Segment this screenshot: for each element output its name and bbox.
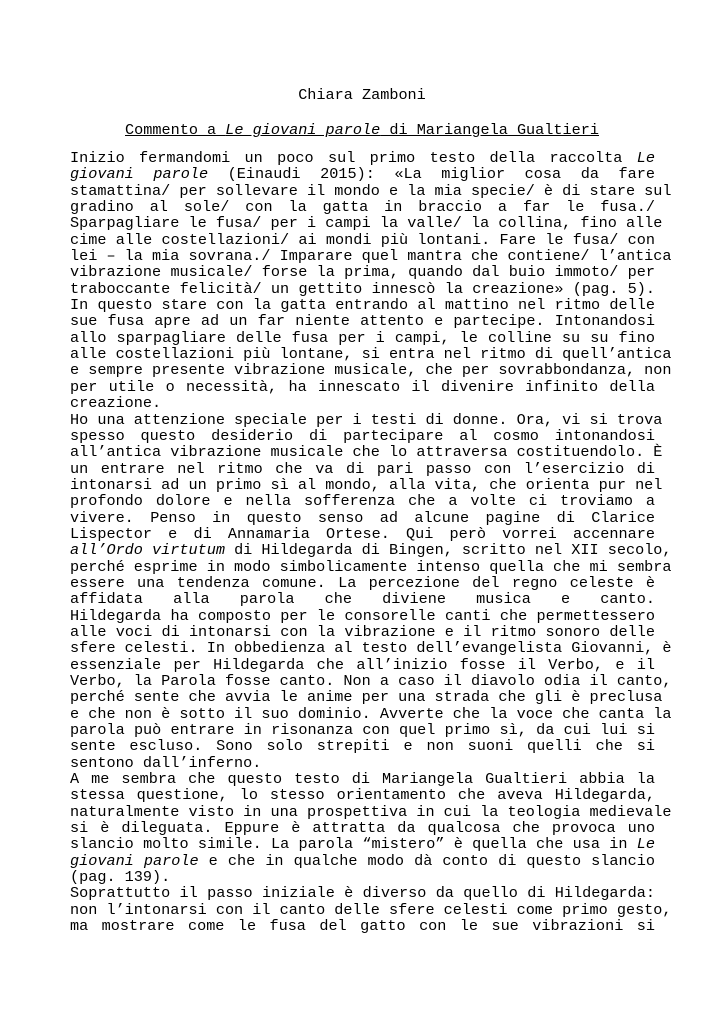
text-segment: intonarsi ad un primo sì al mondo, alla vita, che orienta pur nel [70,475,663,494]
text-segment: gradino al sole/ con la gatta in braccio a far le fusa./ [70,198,655,217]
text-line [70,869,655,885]
text-line [70,900,672,919]
text-line [70,575,655,591]
text-segment: e che in qualche modo dà conto di questo slancio [198,851,655,870]
text-segment: stamattina/ per sollevare il mondo e la mia specie/ è di stare sul [70,181,672,200]
title-underlined [125,121,599,139]
text-line [70,428,655,444]
text-line [70,150,655,166]
text-line [70,918,655,934]
italic-text: Le [636,835,655,854]
text-segment: all’antica vibrazione musicale che lo attraversa costituendolo. È [70,443,663,462]
text-line [70,639,672,658]
text-segment: traboccante felicità/ un gettito innescò la creazione» (pag. 5). [70,279,655,298]
text-line [70,704,672,723]
text-segment: sentono dall’inferno. [70,753,262,772]
text-line [70,787,655,803]
text-line [70,181,672,200]
text-line [70,657,655,673]
text-line [70,820,655,836]
text-segment: parola può entrare in risonanza con quel primo sì, da cui lui si [70,721,655,740]
text-segment: ma mostrare come le fusa del gatto con le sue vibrazioni si [70,917,655,936]
text-line [70,443,663,462]
text-line [70,510,655,526]
text-segment: essere una tendenza comune. La percezione del regno celeste è [70,573,655,592]
text-line [70,624,655,640]
text-segment: perché sente che avvia le anime per una strada che gli è preclusa [70,688,663,707]
text-segment: di Hildegarda di Bingen, scritto nel XII secolo, [224,541,672,560]
text-segment: affidata alla parola che diviene musica e canto. [70,590,655,609]
text-line [70,475,663,494]
document-title [0,119,724,141]
text-segment: profondo dolore e nella sofferenza che a volte ci troviamo a [70,492,655,511]
italic-text: Le [636,149,655,167]
text-segment: e che non è sotto il suo dominio. Avverte che la voce che canta la [70,704,672,723]
title-work: Le giovani parole [225,121,381,139]
text-segment: alle costellazioni più lontane, si entra nel ritmo di quell’antica [70,345,672,364]
text-segment: Verbo, la Parola fosse canto. Non a caso il diavolo odia il canto, [70,672,672,690]
text-segment: slancio molto simile. La parola “mistero” è quella che usa in [70,835,637,854]
text-line [70,214,663,233]
text-segment: vibrazione musicale/ forse la prima, quando dal buio immoto/ per [70,263,655,282]
text-line [70,885,655,901]
text-line [70,802,672,821]
text-line [70,264,655,280]
italic-text: giovani parole [70,165,209,184]
text-segment: sue fusa apre ad un far niente attento e partecipe. Intonandosi [70,312,655,331]
text-line [70,281,655,297]
text-line [70,836,655,852]
text-line [70,345,672,364]
text-segment: Ho una attenzione speciale per i testi di donne. Ora, vi si trova [70,410,663,429]
title-prefix: Commento a [125,121,226,139]
title-suffix: di Mariangela Gualtieri [380,121,599,139]
text-segment: vivere. Penso in questo senso ad alcune pagine di Clarice [70,508,655,527]
text-segment: naturalmente visto in una prospettiva in cui la teologia medievale [70,802,672,821]
text-segment: un entrare nel ritmo che va di pari passo con l’esercizio di [70,459,655,478]
text-segment: essenziale per Hildegarda che all’inizio fosse il Verbo, e il [70,655,655,674]
text-segment: Inizio fermandomi un poco sul primo testo della raccolta [70,149,637,167]
text-line [70,461,655,477]
text-segment: (pag. 139). [70,868,171,887]
text-line [70,591,655,607]
text-segment: e sempre presente vibrazione musicale, che per sovrabbondanza, non [70,361,672,380]
text-segment: non l’intonarsi con il canto delle sfere celesti come primo gesto, [70,900,672,919]
text-line [70,557,672,576]
italic-text: all’Ordo virtutum [70,541,225,560]
text-line [70,493,655,509]
text-segment: si è dileguata. Eppure è attratta da qualcosa che provoca uno [70,819,655,838]
text-segment: cime alle costellazioni/ ai mondi più lontani. Fare le fusa/ con [70,230,655,249]
text-line [70,755,655,771]
text-line [70,361,672,380]
text-segment: perché esprime in modo simbolicamente intenso quella che mi sembra [70,557,672,576]
text-line [70,853,655,869]
text-line [70,379,655,395]
italic-text: giovani parole [70,851,199,870]
text-line [70,166,655,182]
text-line [70,672,672,690]
text-segment: sente escluso. Sono solo strepiti e non suoni quelli che si [70,737,655,756]
text-segment: allo sparpagliare delle fusa per i campi, le colline su su fino [70,328,655,347]
text-line [70,526,655,542]
text-segment: Soprattutto il passo iniziale è diverso da quello di Hildegarda: [70,884,655,903]
text-segment: lei – la mia sovrana./ Imparare quel mantra che contiene/ l’antica [70,247,672,266]
text-line [70,395,655,411]
text-line [70,722,655,738]
text-line [70,608,655,624]
text-segment: In questo stare con la gatta entrando al mattino nel ritmo delle [70,296,655,315]
text-segment: stessa questione, lo stesso orientamento che aveva Hildegarda, [70,786,655,805]
author-name: Chiara Zamboni [298,86,426,104]
text-line [70,247,672,266]
text-segment: creazione. [70,394,162,413]
text-line [70,199,655,215]
text-segment: A me sembra che questo testo di Mariangela Gualtieri abbia la [70,770,655,789]
text-segment: Sparpagliare le fusa/ per i campi la valle/ la collina, fino alle [70,214,663,233]
body-text [70,149,672,936]
text-line [70,410,663,429]
text-segment: per utile o necessità, ha innescato il divenire infinito della [70,377,655,396]
text-line [70,232,655,248]
text-segment: sfere celesti. In obbedienza al testo dell’evangelista Giovanni, è [70,639,672,658]
text-segment: Hildegarda ha composto per le consorelle canti che permettessero [70,606,655,625]
text-segment: Lispector e di Annamaria Ortese. Qui però vorrei accennare [70,524,655,543]
text-line [70,330,655,346]
text-line [70,738,655,754]
text-line [70,688,663,707]
text-segment: spesso questo desiderio di partecipare al cosmo intonandosi [70,426,655,445]
text-line [70,541,672,560]
text-segment: (Einaudi 2015): «La miglior cosa da fare [208,165,655,184]
text-segment: alle voci di intonarsi con la vibrazione e il ritmo sonoro delle [70,622,655,641]
text-line [70,771,655,787]
text-line [70,313,655,329]
text-line [70,297,655,313]
